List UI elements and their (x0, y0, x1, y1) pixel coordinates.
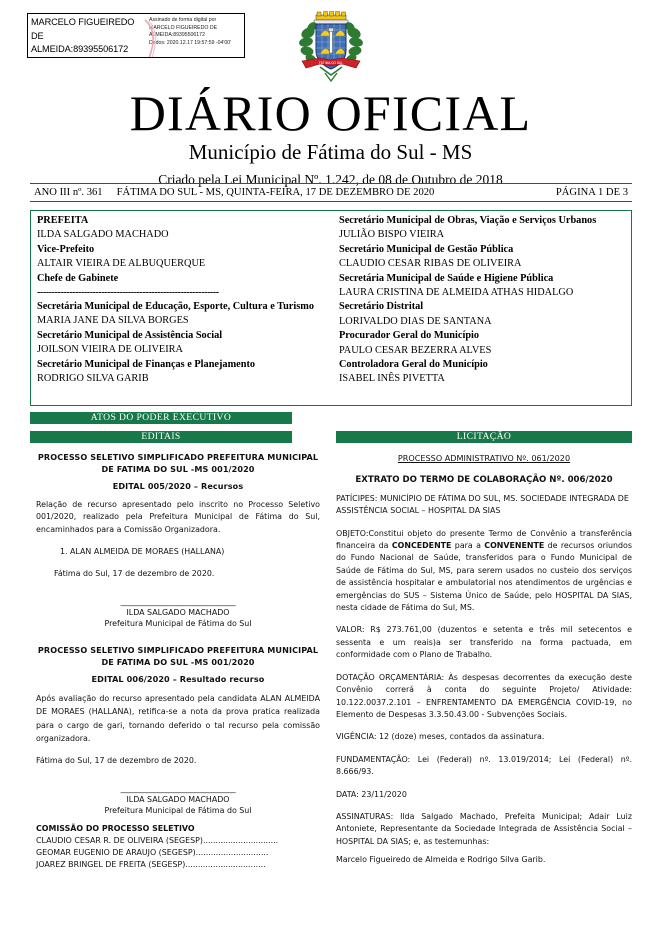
edital006-heading-title: EDITAL 006/2020 – Resultado recurso (91, 674, 265, 685)
spacer (36, 536, 320, 546)
edital005-signature-rule: _______________________________ (120, 596, 236, 606)
edital005-signer-name: ILDA SALGADO MACHADO (126, 607, 230, 617)
signature-subject (28, 14, 146, 57)
commission-member: CLAUDIO CESAR R. DE OLIVEIRA (SEGESP).............................. (36, 836, 279, 846)
edital005-place-date: Fátima do Sul, 17 de dezembro de 2020. (54, 569, 215, 579)
official-name: LAURA CRISTINA DE ALMEIDA ATHAS HIDALGO (339, 287, 574, 299)
right-content-column (336, 452, 632, 867)
official-name: MARIA JANE DA SILVA BORGES (37, 315, 189, 327)
official-name: ISABEL INÊS PIVETTA (339, 373, 445, 385)
official-name: JULIÃO BISPO VIEIRA (339, 229, 445, 241)
official-role: Chefe de Gabinete (37, 272, 119, 284)
official-name: ALTAIR VIEIRA DE ALBUQUERQUE (37, 258, 206, 270)
extrato-termo-heading: EXTRATO DO TERMO DE COLABORAÇÃO Nº. 006/2020 (355, 475, 613, 486)
edital005-heading-process: PROCESSO SELETIVO SIMPLIFICADO PREFEITURA MUNICIPAL DE FATIMA DO SUL -MS 001/2020 (37, 452, 319, 474)
svg-text:FÁTIMA DO SUL: FÁTIMA DO SUL (318, 61, 344, 66)
official-name: LORIVALDO DIAS DE SANTANA (339, 315, 492, 327)
official-role: Secretário Distrital (339, 301, 424, 313)
signature-details (146, 14, 244, 57)
officials-divider: -------------------------------------------------------------- (37, 287, 219, 299)
edital005-candidate-item: 1. ALAN ALMEIDA DE MORAES (HALLANA) (60, 547, 225, 556)
fundamentacao-paragraph: FUNDAMENTAÇÃO: Lei (Federal) nº. 13.019/2014; Lei (Federal) nº. 8.666/93. (336, 754, 632, 777)
edital006-place-date: Fátima do Sul, 17 de dezembro de 2020. (36, 756, 197, 766)
spacer (336, 744, 632, 754)
valor-paragraph: VALOR: R$ 273.761,00 (duzentos e setenta e três mil setecentos e sessenta e um reais)a ser transferido na forma pactuada, em conformidade com o Plano de Trabalho. (336, 625, 632, 660)
processo-administrativo-heading: PROCESSO ADMINISTRATIVO Nº. 061/2020 (397, 453, 571, 463)
spacer (336, 518, 632, 528)
edital006-signer-name: ILDA SALGADO MACHADO (126, 794, 230, 804)
official-role: Vice-Prefeito (37, 243, 95, 255)
objeto-convenente: CONVENENTE (484, 541, 545, 551)
spacer (36, 768, 320, 783)
official-name: PAULO CESAR BEZERRA ALVES (339, 344, 492, 356)
commission-member: GEOMAR EUGENIO DE ARAUJO (SEGESP)............................. (36, 848, 269, 857)
official-role: Controladora Geral do Município (339, 359, 488, 371)
signature-detail-line-3: ALMEIDA:89395506172 (149, 32, 205, 39)
digital-signature-stamp (27, 13, 245, 58)
official-role: Secretário Municipal de Gestão Pública (339, 243, 514, 255)
objeto-concedente: CONCEDENTE (391, 541, 452, 551)
officials-box (30, 210, 632, 406)
official-role: Secretária Municipal de Saúde e Higiene Pública (339, 272, 554, 284)
objeto-label: OBJETO: (336, 528, 369, 538)
signature-subject-line-1: MARCELO FIGUEIREDO (31, 17, 135, 27)
objeto-text-1: Constitui objeto do presente Termo de Convênio a transferência financeira da (336, 528, 632, 551)
spacer (36, 558, 320, 568)
dotacao-paragraph: DOTAÇÃO ORÇAMENTÁRIA: Às despesas decorrentes da execução deste Convênio correrá à conta do seguinte Projeto/ Atividade: 10.122.0037.2.101 – ENFRENTAMENTO DA EMERGÊNCIA COVID-19, no Elemento de Despesas 3.3.50.43.00 - Subvenções Sociais. (336, 672, 632, 719)
creating-law-line: Criado pela Lei Municipal Nº. 1.242, de 08 de Outubro de 2018 (158, 172, 503, 187)
page-title: DIÁRIO OFICIAL (129, 85, 532, 141)
officials-column-right (331, 211, 629, 405)
official-role: Secretária Municipal de Educação, Esporte, Cultura e Turismo (37, 301, 314, 313)
issue-info-bar (30, 183, 632, 202)
edital006-body: Após avaliação do recurso apresentado pela candidata ALAN ALMEIDA DE MORAES (HALLANA), retifica-se a nota da prova pratica realizada para o cargo de gari, tornando deferido o tal recurso pela comissão organizadora. (36, 693, 320, 743)
edital005-signer-role: Prefeitura Municipal de Fátima do Sul (104, 619, 252, 629)
spacer (336, 721, 632, 731)
official-role: Procurador Geral do Município (339, 330, 480, 342)
section-banner-atos-do-poder-executivo: ATOS DO PODER EXECUTIVO (30, 412, 292, 424)
municipality-subtitle: Município de Fátima do Sul - MS (188, 140, 473, 164)
particips-value: MUNICÍPIO DE FÁTIMA DO SUL, MS. SOCIEDADE INTEGRADA DE ASSISTÊNCIA SOCIAL – HOSPITAL DA SIAS (336, 493, 629, 516)
issue-number: ANO III nº. 361 (34, 187, 103, 198)
commission-member: JOAREZ BRINGEL DE FREITA (SEGESP)................................ (36, 859, 266, 869)
edital006-signer-role: Prefeitura Municipal de Fátima do Sul (104, 806, 252, 816)
masthead (0, 85, 661, 188)
section-banner-editais: EDITAIS (30, 431, 292, 443)
witnesses-line: Marcelo Figueiredo de Almeida e Rodrigo Silva Garib. (336, 855, 546, 865)
left-content-column (36, 452, 320, 870)
signature-subject-line-2: DE (31, 30, 44, 41)
spacer (336, 779, 632, 789)
signature-detail-line-4: Dados: 2020.12.17 19:57:59 -04'00' (149, 39, 232, 46)
official-role: PREFEITA (37, 215, 89, 226)
assinaturas-paragraph: ASSINATURAS: Ilda Salgado Machado, Prefeita Municipal; Adair Luiz Antoniete, Representante da Sociedade Integrada de Assistência Social – HOSPITAL DA SIAS; e, as testemunhas: (336, 811, 632, 846)
official-name: RODRIGO SILVA GARIB (37, 373, 149, 385)
official-role: Secretário Municipal de Obras, Viação e Serviços Urbanos (339, 215, 597, 226)
edital006-heading-process: PROCESSO SELETIVO SIMPLIFICADO PREFEITURA MUNICIPAL DE FATIMA DO SUL -MS 001/2020 (37, 645, 319, 667)
issue-date: FÁTIMA DO SUL - MS, QUINTA-FEIRA, 17 DE DEZEMBRO DE 2020 (116, 187, 435, 198)
spacer (336, 614, 632, 624)
commission-title: COMISSÃO DO PROCESSO SELETIVO (36, 824, 195, 833)
municipal-coat-of-arms-icon (298, 11, 364, 85)
spacer (336, 464, 632, 474)
spacer (36, 745, 320, 755)
edital005-heading-title: EDITAL 005/2020 – Recursos (112, 481, 244, 492)
signature-detail-line-2: MARCELO FIGUEIREDO DE (149, 24, 218, 31)
section-banner-licitacao: LICITAÇÃO (336, 431, 632, 443)
signature-detail-line-1: Assinado de forma digital por (149, 17, 217, 23)
spacer (36, 581, 320, 596)
data-paragraph: DATA: 23/11/2020 (336, 789, 407, 799)
spacer (36, 630, 320, 645)
edital005-body: Relação de recurso apresentado pelo inscrito no Processo Seletivo 001/2020, realizado pela Prefeitura Municipal de Fátima do Sul, encaminhados para a Comissão Organizadora. (36, 499, 320, 534)
signature-subject-line-3: ALMEIDA:89395506172 (31, 44, 129, 54)
edital006-signature-rule: _______________________________ (120, 783, 236, 793)
particips-label: PATÍCIPES: (336, 493, 380, 503)
vigencia-paragraph: VIGÊNCIA: 12 (doze) meses, contados da assinatura. (336, 732, 545, 742)
particips-paragraph (336, 493, 632, 518)
official-role: Secretário Municipal de Assistência Social (37, 329, 223, 341)
objeto-text-3: de recursos oriundos do Fundo Nacional de Saúde, transferidos para o Fundo Municipal de Saúde de Fátima do Sul, MS, para serem usados no custeio dos serviços de assistência hospitalar e ambulatorial nos atendimentos de urgências e emergências do SUS – Sistema Único de Saúde, pelo HOSPITAL DA SIAS, nesta cidade de Fátima do Sul, MS. (336, 541, 632, 613)
officials-column-left (31, 211, 331, 405)
objeto-text-2: para a (451, 541, 485, 551)
official-role: Secretário Municipal de Finanças e Planejamento (37, 358, 256, 370)
spacer (336, 801, 632, 811)
objeto-paragraph (336, 528, 632, 615)
official-name: ILDA SALGADO MACHADO (37, 229, 169, 241)
official-name: JOILSON VIEIRA DE OLIVEIRA (37, 344, 183, 356)
official-name: CLAUDIO CESAR RIBAS DE OLIVEIRA (339, 258, 522, 270)
page-indicator: PÁGINA 1 DE 3 (555, 187, 628, 198)
spacer (336, 662, 632, 672)
